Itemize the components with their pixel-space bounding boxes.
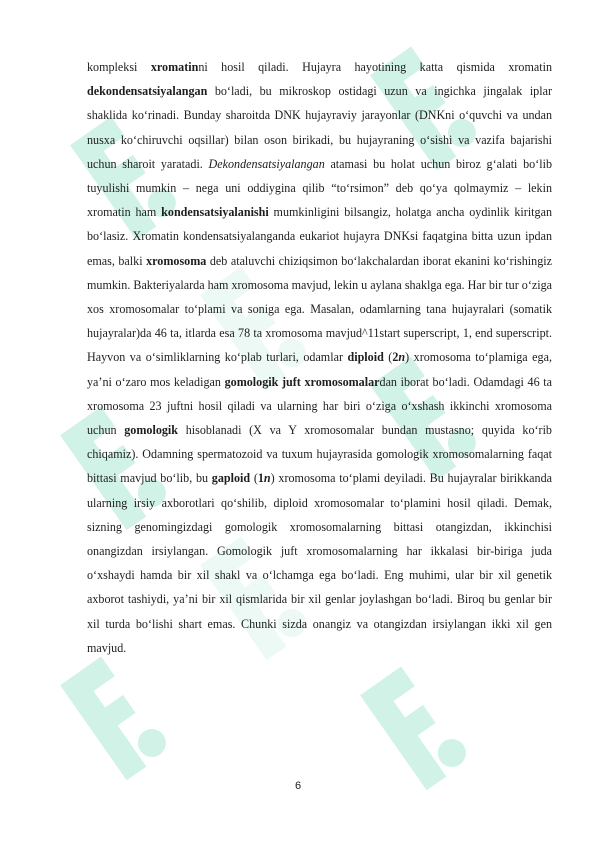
body-text [87, 55, 552, 660]
page-number: 6 [294, 780, 302, 792]
text-run: atamasi bu holat uchun biroz g‘alati bo‘lib tuyulishi mumkin – nega uni oddiygina qilib “to‘rsimon” deb qo‘ya qolmaymiz – lekin xromatin ham [87, 156, 553, 220]
paragraph [87, 55, 552, 660]
text-run: dan iborat bo‘ladi. Odamdagi 46 ta xromosoma 23 juftni hosil qiladi va ularning har biri o‘ziga o‘xshash ikkinchi xromosoma uchun [87, 374, 553, 438]
bold-term: xromosoma [146, 253, 207, 268]
bold-term: dekondensatsiyalangan [87, 84, 208, 99]
text-run: kompleksi [87, 60, 151, 74]
bold-term: xromatin [150, 60, 199, 74]
bold-term: diploid [347, 350, 384, 365]
bold-term: 1 [257, 471, 264, 486]
text-run: ( [383, 350, 393, 365]
italic-term: Dekondensatsiyalangan [208, 156, 325, 171]
text-run: n [398, 350, 406, 365]
text-run: ) xromosoma to‘plamiga ega, ya’ni o‘zaro mos keladigan [87, 350, 552, 389]
text-run: ni hosil qiladi. Hujayra hayotining katta qismida xromatin [198, 60, 552, 74]
bold-term: gaploid [211, 471, 251, 486]
bold-term: gomologik juft xromosomalar [224, 374, 380, 389]
bold-term: gomologik [124, 423, 179, 438]
text-run: deb ataluvchi chiziqsimon bo‘lakchalardan iborat ekanini ko‘rishingiz mumkin. Bakteriyalarda ham xromosoma mavjud, lekin u aylana shaklga ega. Har bir tur o‘ziga xos xromosomalar to‘plami va soniga ega. Masalan, odamlarning tana hujayralari (somatik hujayralar)da 46 ta, itlarda esa 78 ta xromosoma mavjud^11start superscript, 1, end superscript. Hayvon va o‘simliklarning ko‘plab turlari, odamlar [87, 253, 552, 365]
text-run: bo‘ladi, bu mikroskop ostidagi uzun va ingichka jingalak iplar shaklida ko‘rinadi. Bunday sharoitda DNK hujayraviy jarayonlar (DNKni o‘quvchi va undan nusxa ko‘chiruvchi oqsillar) bilan oson birikadi, bu hujayraning o‘sishi va vazifa bajarishi uchun sharoit yaratadi. [87, 84, 552, 171]
bold-term [264, 471, 271, 485]
bold-term: 2 [392, 350, 399, 365]
text-run: mumkinligini bilsangiz, holatga ancha oydinlik kiritgan bo‘lasiz. Xromatin kondensatsiyalanganda eukariot hujayra DNKsi faqatgina bitta uzun ipdan emas, balki [87, 205, 553, 268]
text-run: ( [250, 471, 258, 486]
text-run: hisoblanadi (X va Y xromosomalar bundan mustasno; quyida ko‘rib chiqamiz). Odamning spermatozoid va tuxum hujayrasida gomologik xromosomalarning faqat bittasi mavjud bo‘lib, bu [87, 423, 552, 486]
text-run: ) xromosoma to‘plami deyiladi. Bu hujayralar birikkanda ularning irsiy axborotlari qo‘shilib, diploid xromosomalar to‘plamini hosil qiladi. Demak, sizning genomingizdagi gomologik xromosomalarning bittasi otangizdan, ikkinchisi onangizdan irsiylangan. Gomologik juft xromosomalarning har ikkalasi bir-biriga juda o‘xshaydi hamda bir xil shakl va o‘lchamga ega bo‘ladi. Eng muhimi, ular bir xil genetik axborot tashiydi, ya’ni bir xil qismlarida bir xil genlar joylashgan bo‘ladi. Biroq bu genlar bir xil turda bo‘lishi shart emas. Chunki sizda onangiz va otangizdan irsiylangan ikki xil gen mavjud. [87, 471, 552, 655]
text-run: n [263, 471, 271, 486]
bold-term: kondensatsiyalanishi [161, 205, 269, 220]
